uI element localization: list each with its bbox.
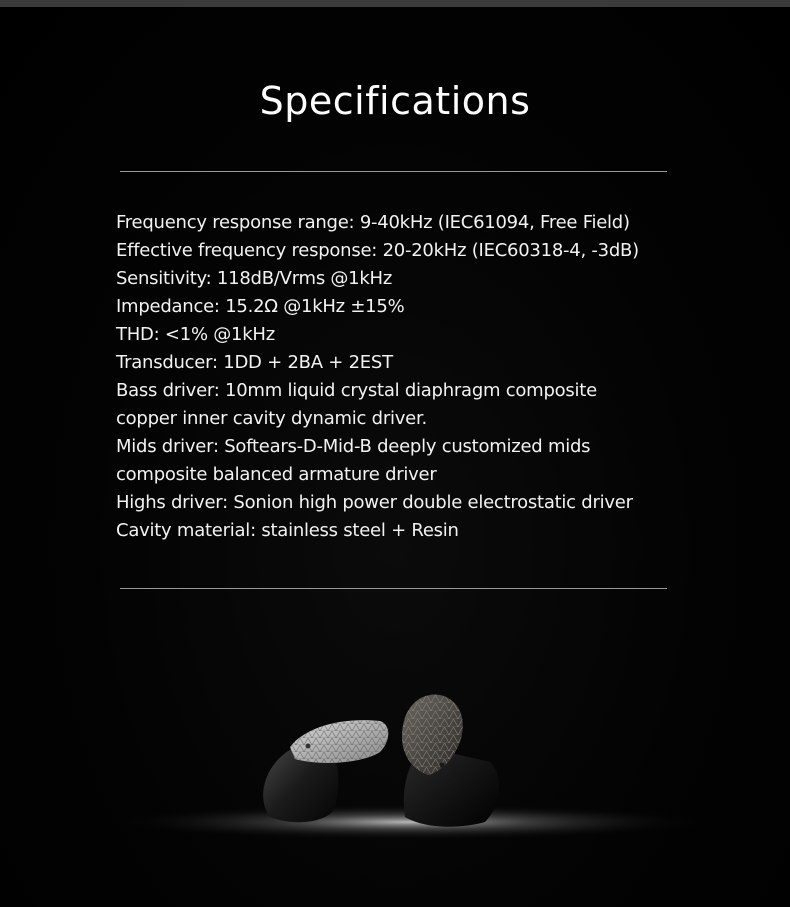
spec-line-highs-driver: Highs driver: Sonion high power double electrostatic driver — [116, 492, 633, 513]
page-title: Specifications — [259, 79, 531, 123]
top-strip — [0, 0, 790, 7]
spec-line-bass-driver: Bass driver: 10mm liquid crystal diaphragm composite — [116, 380, 597, 401]
spec-line-cavity-material: Cavity material: stainless steel + Resin — [116, 520, 459, 541]
spec-line-mids-driver-cont: composite balanced armature driver — [116, 464, 437, 485]
top-divider — [120, 171, 667, 172]
spec-line-frequency-range: Frequency response range: 9-40kHz (IEC61094, Free Field) — [116, 212, 630, 233]
right-earphone — [402, 695, 499, 827]
spec-page — [0, 7, 790, 907]
spec-line-sensitivity: Sensitivity: 118dB/Vrms @1kHz — [116, 268, 393, 289]
spec-line-thd: THD: <1% @1kHz — [116, 324, 275, 345]
spec-list — [116, 209, 716, 545]
spec-line-mids-driver: Mids driver: Softears-D-Mid-B deeply customized mids — [116, 436, 591, 457]
spec-line-transducer: Transducer: 1DD + 2BA + 2EST — [116, 352, 393, 373]
earphones-product-image — [80, 647, 740, 847]
spec-line-bass-driver-cont: copper inner cavity dynamic driver. — [116, 408, 427, 429]
bottom-divider — [120, 588, 667, 589]
spec-line-effective-response: Effective frequency response: 20-20kHz (IEC60318-4, -3dB) — [116, 240, 639, 261]
spec-line-impedance: Impedance: 15.2Ω @1kHz ±15% — [116, 296, 405, 317]
